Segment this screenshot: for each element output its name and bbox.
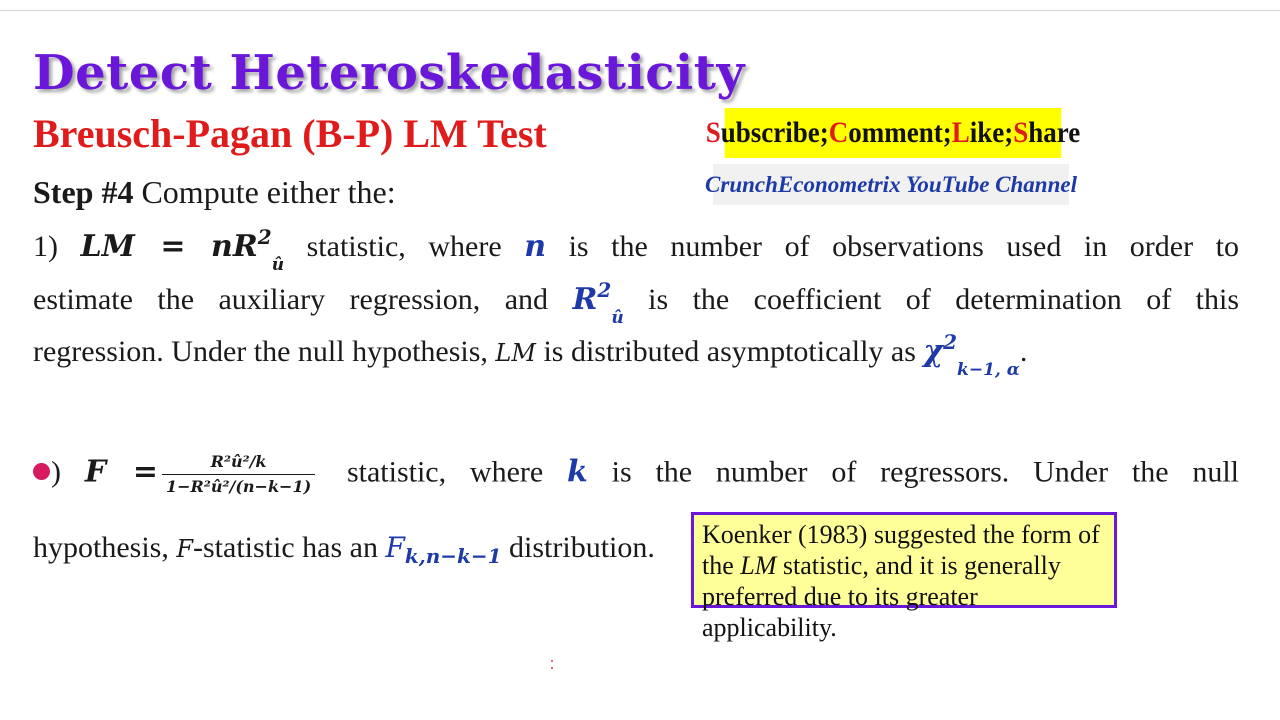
promo-letter: C — [828, 116, 849, 149]
var-k: k — [567, 454, 588, 490]
numerator: R²û²/k — [210, 452, 267, 471]
item2-line1 — [33, 454, 1239, 495]
denominator: 1−R²û²/(n−k−1) — [162, 474, 315, 495]
text: regression. Under the null hypothesis, — [33, 335, 496, 368]
text: is the number of regressors. Under the null — [587, 455, 1239, 489]
r-scripts — [597, 278, 624, 329]
note-line: preferred due to its greater applicability. — [702, 582, 978, 642]
promo-letter: S — [1013, 116, 1029, 149]
text: hypothesis, — [33, 531, 177, 564]
subscribe-banner — [705, 108, 1081, 158]
var-lm: LM — [495, 339, 536, 367]
text: estimate the auxiliary regression, and — [33, 283, 573, 316]
channel-label: CrunchEconometrix YouTube Channel — [713, 164, 1069, 205]
text: statistic, where — [323, 455, 568, 489]
chi-symbol: χ — [923, 334, 944, 369]
note-line — [702, 550, 1114, 581]
item2-line2 — [33, 531, 693, 568]
cursor-marker — [550, 660, 554, 678]
f-fraction — [162, 454, 315, 495]
superscript: 2 — [597, 278, 612, 303]
step-heading — [33, 174, 396, 211]
subscript: k−1, α — [957, 360, 1020, 381]
note-line: Koenker (1983) suggested the form of — [702, 520, 1100, 549]
text: is distributed asymptotically as — [535, 335, 924, 368]
var-lm: LM — [740, 551, 777, 580]
pointer-dot — [33, 463, 50, 480]
item1-line1 — [33, 225, 1239, 276]
text: distribution. — [501, 531, 655, 564]
step-label: Step #4 — [33, 174, 134, 210]
promo-text: omment; — [848, 116, 952, 149]
promo-letter: L — [951, 116, 970, 149]
subscript: û — [271, 255, 285, 276]
step-text: Compute either the: — [133, 174, 396, 210]
text: -statistic has an — [193, 531, 386, 564]
koenker-note — [691, 512, 1117, 642]
item-number: 1) — [33, 230, 81, 263]
var-r: R — [572, 282, 598, 317]
item-number: ) — [51, 455, 85, 489]
subscript: û — [611, 308, 624, 329]
text: statistic, where — [284, 230, 525, 263]
f-distribution: F — [385, 531, 405, 564]
slide-subtitle: Breusch-Pagan (B-P) LM Test — [33, 111, 547, 156]
slide-title: Detect Heteroskedasticity — [33, 45, 745, 101]
superscript: 2 — [943, 330, 958, 355]
promo-text: hare — [1028, 116, 1081, 149]
var-f: F — [176, 535, 193, 563]
promo-text: ike; — [969, 116, 1014, 149]
var-n: n — [524, 229, 547, 264]
top-border — [0, 10, 1280, 11]
text: statistic, and it is generally — [776, 551, 1061, 580]
f-dist-subscript: k,n−k−1 — [404, 544, 502, 568]
promo-letter: S — [705, 116, 721, 149]
text: is the number of observations used in order to — [546, 230, 1239, 263]
promo-text: ubscribe; — [720, 116, 829, 149]
lm-formula: LM = nR — [80, 229, 258, 264]
r-squared-scripts — [257, 225, 285, 276]
superscript: 2 — [257, 225, 272, 250]
text: is the coefficient of determination of this — [623, 283, 1239, 316]
text: . — [1019, 335, 1028, 368]
f-formula: F = — [84, 454, 159, 490]
item1-line2 — [33, 278, 1239, 329]
text: the — [702, 551, 741, 580]
